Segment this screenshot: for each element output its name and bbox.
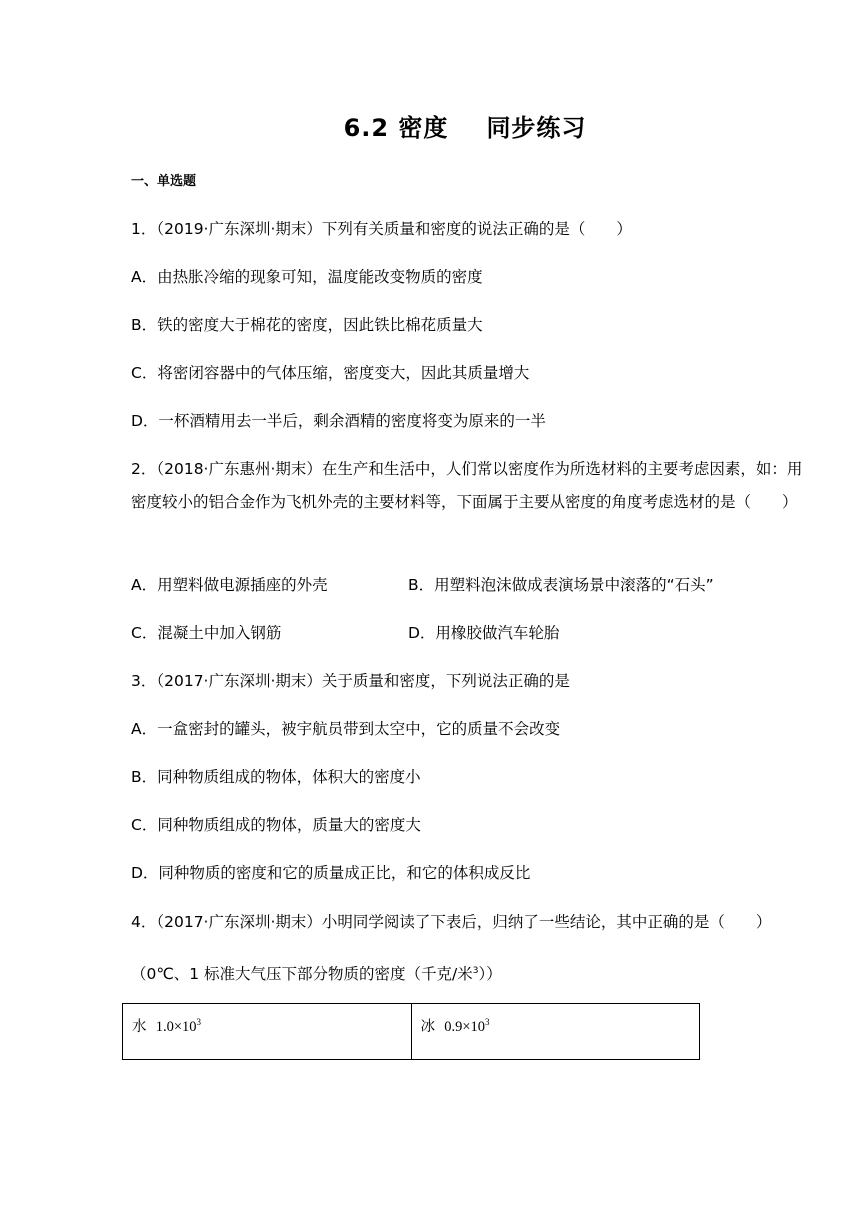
question-2-option-a: A．用塑料做电源插座的外壳 [131, 576, 328, 594]
table-row [123, 1004, 700, 1060]
title-part-1: 6.2 密度 [343, 114, 449, 142]
table-caption-main: （0℃、1 标准大气压下部分物质的密度（千克/米 [131, 965, 473, 984]
question-2-option-d: D．用橡胶做汽车轮胎 [408, 624, 560, 642]
question-3-option-d: D．同种物质的密度和它的质量成正比，和它的体积成反比 [131, 864, 531, 882]
table-caption-superscript: 3 [472, 966, 479, 976]
table-caption-end: ）） [478, 965, 502, 984]
table-cell-water [123, 1004, 412, 1060]
question-1-option-a: A．由热胀冷缩的现象可知，温度能改变物质的密度 [131, 268, 483, 286]
question-3-option-b: B．同种物质组成的物体，体积大的密度小 [131, 768, 421, 786]
question-2-option-b: B．用塑料泡沫做成表演场景中滚落的“石头” [408, 576, 714, 594]
density-exponent: 3 [485, 1017, 490, 1028]
question-3-option-a: A．一盒密封的罐头，被宇航员带到太空中，它的质量不会改变 [131, 720, 561, 738]
title-part-2: 同步练习 [486, 114, 587, 142]
density-value: 0.9×10 [444, 1019, 486, 1035]
question-3-option-c: C．同种物质组成的物体，质量大的密度大 [131, 816, 421, 834]
question-1-option-d: D．一杯酒精用去一半后，剩余酒精的密度将变为原来的一半 [131, 412, 546, 430]
section-heading: 一、单选题 [131, 174, 197, 189]
density-table [122, 1003, 700, 1060]
substance-label: 水 [132, 1019, 147, 1035]
question-1-option-b: B．铁的密度大于棉花的密度，因此铁比棉花质量大 [131, 316, 483, 334]
question-1-stem: 1．（2019·广东深圳·期末）下列有关质量和密度的说法正确的是（ ） [131, 220, 632, 238]
table-caption [131, 959, 502, 986]
substance-label: 冰 [420, 1019, 435, 1035]
question-1-option-c: C．将密闭容器中的气体压缩，密度变大，因此其质量增大 [131, 364, 530, 382]
page-title [0, 112, 860, 144]
question-2-stem: 2．（2018·广东惠州·期末）在生产和生活中，人们常以密度作为所选材料的主要考虑因素，如：用密度较小的铝合金作为飞机外壳的主要材料等，下面属于主要从密度的角度考虑选材的是（ ） [131, 460, 803, 511]
table-cell-ice [411, 1004, 700, 1060]
density-value: 1.0×10 [155, 1019, 197, 1035]
density-exponent: 3 [196, 1017, 202, 1028]
question-2-option-c: C．混凝土中加入钢筋 [131, 624, 282, 642]
question-3-stem: 3．（2017·广东深圳·期末）关于质量和密度，下列说法正确的是 [131, 672, 570, 690]
question-4-stem: 4．（2017·广东深圳·期末）小明同学阅读了下表后，归纳了一些结论，其中正确的是（ ） [131, 913, 772, 931]
